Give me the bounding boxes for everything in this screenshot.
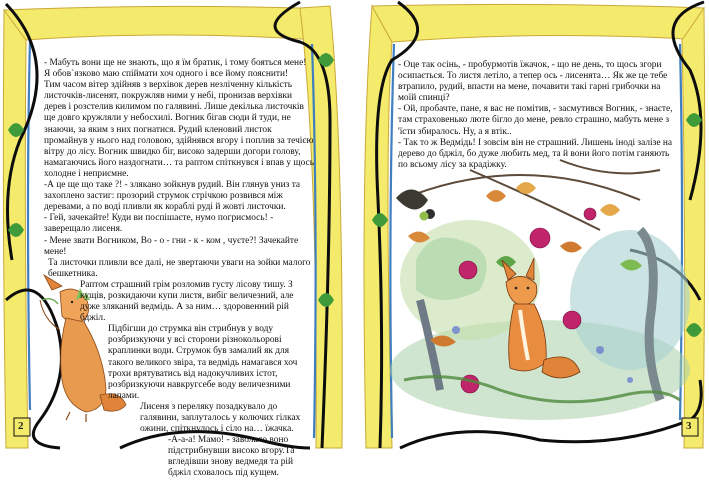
paragraph: - Оце так осінь, - пробурмотів їжачок, - що не день, то щось згори осипається. То листя летіло, а тепер ось - лисенята… Як же це тебе втрапило, рудий, впасти на мене, почавити такі гарні грибочки на моїй спинці? [398,60,668,104]
paragraph: - Мене звати Вогником, Во - о - гни - к - ком , чуєте?! Зачекайте мене! [44,235,299,257]
right-page-text [398,60,673,171]
paragraph: - Гей, зачекайте! Куди ви поспішаєте, нумо погрисмось! - заверещало лисеня. [44,213,274,235]
paragraph: - Так то ж Ведмідь! І зовсім він не страшний. Лишень іноді залізе на дерево до бджіл, бо дуже любить мед, та й вони його потім ганяють по всьому лісу за крадіжку. [398,137,673,170]
page-number-left: 2 [18,420,24,432]
paragraph: -А-а-а! Мамо! - заволало воно підстрибнувши високо вгору.Та вгледівши знову ведмедя та рій бджіл сховалось під кущем. [168,435,295,479]
paragraph: Та листочки пливли все далі, не звертаючи уваги на зойки малого бешкетника. [48,257,311,279]
paragraph: Підбігши до струмка він стрибнув у воду розбризкуючи у всі сторони різнокольорові краплинки води. Струмок був замалий як для такого великого звіра, та ведмідь намагався хоч трохи врятуватись від надокучливих істот, розбризкуючи навкругсебе воду величезними лапами. [108,324,298,401]
paragraph: Лисеня з переляку позадкувало до галявини, заплуталось у колючих гілках ожини, спіткнулось і сіло на… їжачка. [140,401,301,435]
paragraph: -А це ще що таке ?! - злякано зойкнув рудий. Він глянув униз та захоплено застиг: прозорий струмок стрічкою розвився між деревами, а по воді пливли як кораблі руді й жовті листочки. [44,180,301,213]
paragraph: - Ой, пробачте, пане, я вас не помітив, - засмутився Вогник, - знаєте, там страховенько люте бігло до мене, ревло страшно, мабуть мене з 'їсти збиралось. Ну, а я втік.. [398,104,673,137]
page-number-right: 3 [686,420,692,432]
paragraph: Раптом страшний грім розломив густу лісову тишу. З кущів, розкидаючи купи листя, вибіг величезний, але дуже зляканий ведмідь. А за ним… здоровенний рій бджіл. [80,279,294,324]
paragraph: Тим часом вітер здійняв з верхівок дерев незліченну кількість листочків-лисенят, покружляв ними у небі, пронизав верхівки дерев і розстелив килимом по галявині. Лише декілька листочків ще довго кружляли у небосхилі. Вогник бігав сюди й туди, не знаючи, за яким з них погнатися. Рудий кленовий листок промайнув у нього над головою, здійнявся вгору і поплив за течією вітру до лісу. Вогник швидко біг, високо задерши догори голову, намагаючись його наздогнати… та раптом спіткнувся і впав у щось холодне і неприємне. [44,80,314,179]
paragraph: - Мабуть вони ще не знають, що я їм братик, і тому бояться мене! [44,58,307,68]
left-page-text [44,58,314,480]
paragraph: Я обов`язково маю спіймати хоч одного і все йому пояснити! [44,69,289,80]
